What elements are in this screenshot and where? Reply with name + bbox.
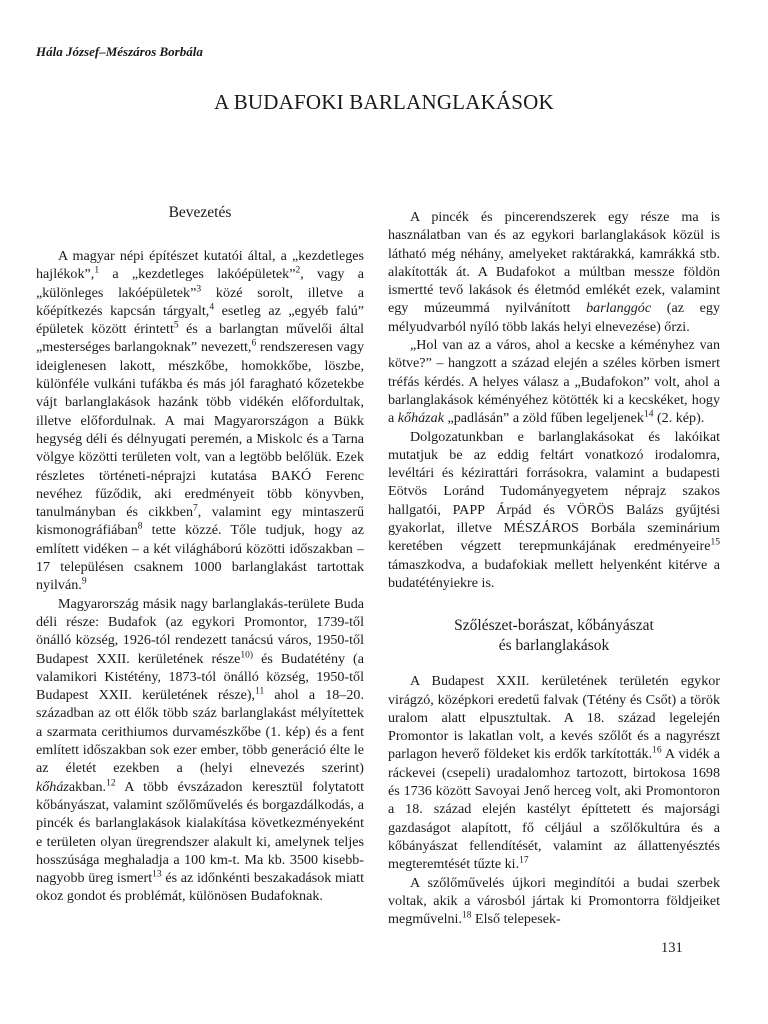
authors: Hála József–Mészáros Borbála	[36, 44, 203, 59]
text: Dolgozatunkban e barlanglakásokat és lakóikat mutatjuk be az eddig feltárt vonatkozó irodalomra, levéltári és kézirattári forrásokra, valamint a budapesti Eötvös Loránd Tudományegyetem néprajz szakos hallgatói, PAPP Árpád és VÖRÖS Balázs gyűjtési gyakorlat, illetve MÉSZÁROS Borbála szeminárium keretében végzett terepmunkájának eredményeire	[388, 428, 720, 555]
footnote-ref: 6	[251, 338, 257, 349]
footnote-ref: 15	[710, 537, 720, 548]
footnote-ref: 2	[295, 265, 301, 276]
text: A szőlőművelés újkori megindítói a budai szerbek voltak, akik a városból jártak ki Promontorra földjeiket megművelni.	[388, 874, 720, 928]
footnote-ref: 10)	[240, 649, 254, 660]
paragraph-5	[388, 428, 720, 593]
heading-line: és barlanglakások	[498, 637, 610, 655]
footnote-ref: 11	[255, 686, 265, 697]
footnote-ref: 7	[193, 503, 198, 514]
footnote-ref: 17	[519, 855, 529, 866]
text: Első telepesek-	[471, 911, 561, 928]
paragraph-1	[36, 247, 364, 595]
text: (2. kép).	[653, 410, 705, 427]
footnote-ref: 8	[137, 521, 143, 532]
left-column	[36, 203, 364, 906]
text: és az időnkénti beszakadások miatt okoz gondot és problémát, különösen Budafoknak.	[36, 870, 364, 905]
text: akban.	[68, 778, 107, 795]
text: és Budatétény (a valamikori Kistétény, 1873-tól önálló község, 1950-től Budapest XXII. kerületének része),	[36, 650, 364, 704]
text: a „kezdetleges lakóépületek”	[99, 266, 296, 283]
section-heading-introduction: Bevezetés	[168, 204, 232, 221]
footnote-ref: 1	[94, 265, 100, 276]
text: esetleg az „egyéb falú” épületek között érintett	[36, 302, 365, 338]
italic-term: kőházak	[397, 410, 444, 427]
text: tette közzé. Tőle tudjuk, hogy az említett vidéken – a két világháború közötti időszakban – 17 településen csaknem 1000 barlanglakást tartottak nyilván.	[36, 522, 364, 594]
text: és a barlangtan művelői által „mesterséges barlangoknak” nevezett,	[36, 321, 364, 356]
italic-term: barlanggóc	[586, 300, 652, 317]
footnote-ref: 5	[173, 320, 179, 331]
paragraph-4	[388, 336, 720, 427]
footnote-ref: 14	[643, 409, 654, 420]
footnote-ref: 18	[461, 910, 472, 921]
right-column	[388, 208, 720, 928]
footnote-ref: 4	[209, 302, 215, 313]
text: ahol a 18–20. században az ott élők több száz barlanglakást mélyítettek a szarmata cerithiumos durvamészkőbe (1. kép) és a fent említett időszakban sok ezer ember, több generáció élte le az életét ezekben a (helyi elnevezés szerint)	[36, 687, 364, 777]
paragraph-2	[36, 595, 364, 906]
footnote-ref: 3	[196, 283, 202, 294]
text: A Budapest XXII. kerületének területén egykor virágzó, középkori eredetű falvak (Tétény és Csőt) a török uralom alatt elpusztultak. A 18. század legelején Promontor is lakatlan volt, a kevés szőlőt és a nagyrészt parlagon heverő földeket kis erdők tarkították.	[388, 673, 720, 763]
text: A vidék a ráckevei (csepeli) uradalomhoz tartozott, birtokosa 1698 és 1736 között Savoyai Jenő herceg volt, aki Promontoron a 18. század elején kastélyt építtetett és majorsági gazdaságot alapított, fő céljául a szőlőkultúra és a kőbányászat fellendítését, valamint az állattenyésztés megteremtését tűzte ki.	[388, 746, 720, 873]
text: „padlásán” a zöld fűben legeljenek	[443, 410, 644, 427]
text: , valamint egy mintaszerű kismonográfiában	[36, 504, 364, 539]
page-number: 131	[661, 940, 683, 956]
section-heading-viticulture	[388, 616, 720, 656]
text: Magyarország másik nagy barlanglakás-területe Buda déli része: Budafok (az egykori Promontor, 1739-től önálló község, 1926-tól rendezett tanácsú város, 1950-től Budapest XXII. kerületének része	[36, 595, 364, 667]
text: A pincék és pincerendszerek egy része ma is használatban van és az egykori barlanglakások közül is látható még néhány, amelyeket raktárakká, kamrákká stb. alakították át. A Budafokot a múltban messze földön ismertté tevő lakások és életmód emlékét ezek, valamint egy múzeummá nyilvánított	[388, 209, 720, 317]
text: rendszeresen vagy ideiglenesen lakott, mészkőbe, homokkőbe, löszbe, különféle vulkáni tufákba és más jól faragható kőzetekbe vájt barlanglakások hazánk több vidékén előfordultak, illetve előfordulnak. A mai Magyarországon a Bükk hegység déli és délnyugati peremén, a Miskolc és a Tarna völgye közötti területen volt, van a legtöbb belőlük. Ezek részletes történeti-néprajzi kutatása BAKÓ Ferenc nevéhez fűződik, aki eredményeit több könyvben, tanulmányban és cikkben	[36, 339, 365, 521]
text: , vagy a „különleges lakóépületek”	[36, 266, 364, 301]
italic-term: kőház	[36, 778, 69, 795]
text: A magyar népi építészet kutatói által, a „kezdetleges hajlékok”,	[36, 248, 364, 283]
article-title: A BUDAFOKI BARLANGLAKÁSOK	[214, 90, 554, 114]
footnote-ref: 13	[152, 869, 162, 880]
footnote-ref: 12	[106, 777, 116, 788]
text: támaszkodva, a budafokiak mellett helyenként kitérve a budatétényiekre is.	[388, 556, 720, 591]
text: A több évszázadon keresztül folytatott kőbányászat, valamint szőlőművelés és borgazdálkodás, a pincék és barlanglakások kialakítása következményeként e területen olyan üregrendszer alakult ki, amelynek teljes hosszúsága meghaladja a 100 km-t. Ma kb. 3500 kisebb-nagyobb üreg ismert	[36, 778, 364, 887]
heading-line: Szőlészet-borászat, kőbányászat	[454, 617, 654, 635]
text: „Hol van az a város, ahol a kecske a kéményhez van kötve?” – hangzott a század elején a széles körben ismert tréfás kérdés. A helyes válasz a „Budafokon” volt, ahol a barlanglakások kéményéhez kötötték ki a kecskéket, hogy a	[388, 337, 720, 427]
paragraph-3	[388, 208, 720, 336]
text: (az egy mélyudvarból nyíló több lakás helyi elnevezése) őrzi.	[388, 300, 720, 335]
paragraph-7	[388, 874, 720, 929]
text: közé sorolt, illetve a kőépítkezés kapcsán tárgyalt,	[36, 284, 364, 319]
paragraph-6	[388, 672, 720, 873]
footnote-ref: 16	[652, 745, 662, 756]
footnote-ref: 9	[81, 576, 87, 587]
